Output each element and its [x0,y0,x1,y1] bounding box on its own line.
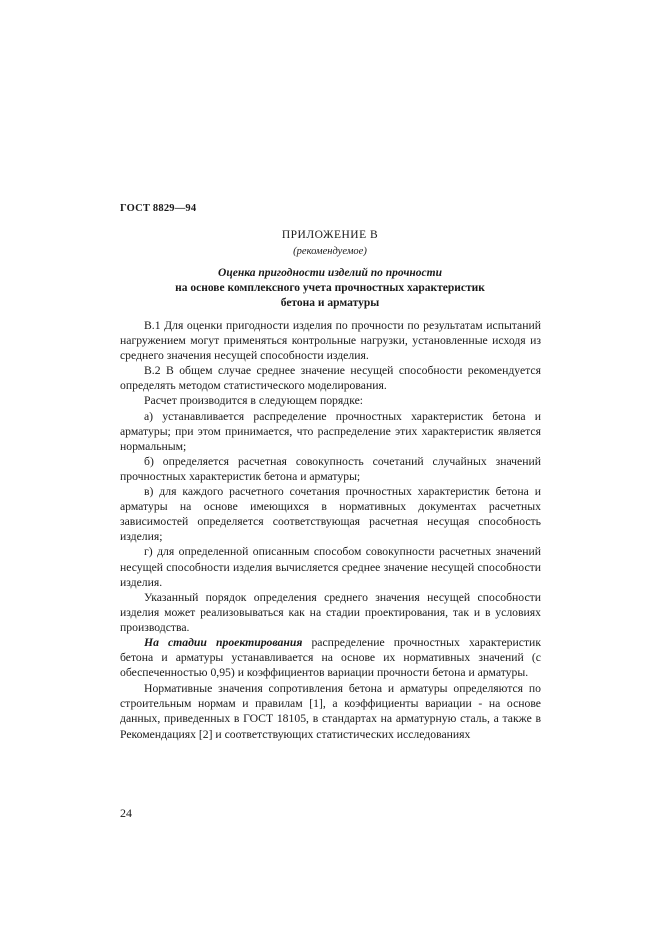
body-text [120,318,541,742]
gost-header: ГОСТ 8829—94 [120,203,197,214]
page-number: 24 [120,806,132,820]
paragraph-item-v: в) для каждого расчетного сочетания прочностных характеристик бетона и арматуры на основе имеющихся в нормативных документах расчетных зависимостей определяется соответствующая расчетная несущая способность изделия; [120,485,541,544]
section-title [120,266,540,311]
paragraph-b1: В.1 Для оценки пригодности изделия по прочности по результатам испытаний нагружением могут применяться контрольные нагрузки, установленные исходя из среднего значения несущей способности изделия. [120,319,541,363]
paragraph-item-a: а) устанавливается распределение прочностных характеристик бетона и арматуры; при этом принимается, что распределение этих характеристик является нормальным; [120,409,541,453]
paragraph-design-stage [120,635,541,680]
appendix-subtitle: (рекомендуемое) [293,246,367,257]
section-title-line-2: на основе комплексного учета прочностных характеристик [175,282,485,294]
section-title-line-3: бетона и арматуры [280,297,380,309]
paragraph-procedure-note: Указанный порядок определения среднего значения несущей способности изделия может реализовываться как на стадии проектирования, так и в условиях производства. [120,590,541,634]
section-title-line-1: Оценка пригодности изделий по прочности [218,267,442,279]
paragraph-item-g: г) для определенной описанным способом совокупности расчетных значений несущей способности изделия вычисляется среднее значение несущей способности изделия. [120,545,541,589]
paragraph-b2: В.2 В общем случае среднее значение несущей способности рекомендуется определять методом статистического моделирования. [120,364,541,393]
design-stage-emphasis: На стадии проектирования [144,635,303,649]
appendix-title: ПРИЛОЖЕНИЕ В [281,229,379,241]
paragraph-order-intro: Расчет производится в следующем порядке: [144,394,364,408]
design-stage-text: распределение прочностных характеристик бетона и арматуры устанавливается на основе их нормативных значений (с обеспеченностью 0,95) и коэффициентов вариации прочности бетона и арматуры. [120,635,541,680]
paragraph-item-b: б) определяется расчетная совокупность сочетаний случайных значений прочностных характеристик бетона и арматуры; [120,454,541,483]
paragraph-normative-values: Нормативные значения сопротивления бетона и арматуры определяются по строительным нормам и правилам [1], а коэффициенты вариации - на основе данных, приведенных в ГОСТ 18105, в стандартах на арматурную сталь, а также в Рекомендациях [2] и соответствующих статистических исследованиях [120,682,541,741]
